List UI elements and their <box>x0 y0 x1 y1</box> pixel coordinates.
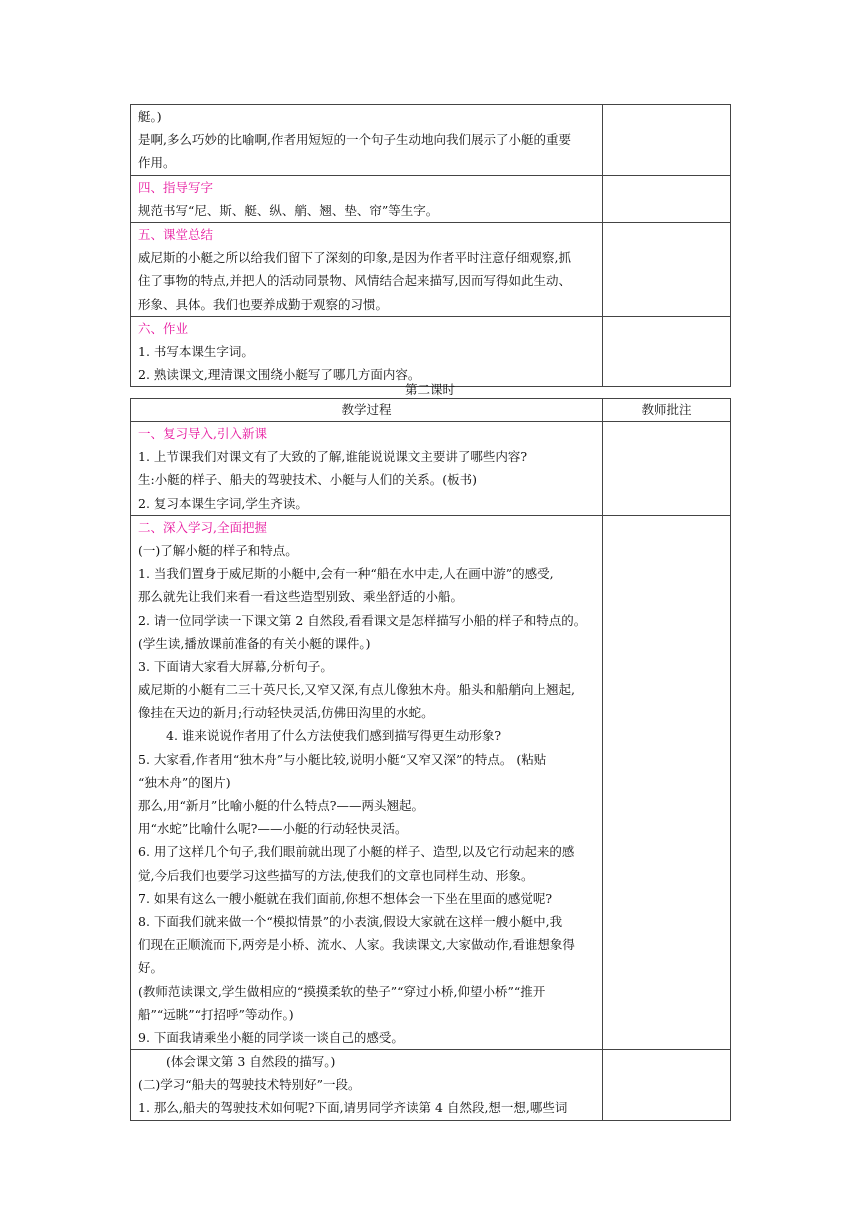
table-row <box>131 1050 731 1121</box>
table-row <box>131 422 731 516</box>
teacher-notes-cell <box>603 316 731 387</box>
text-line: 作用。 <box>138 155 176 171</box>
lesson-table-bottom <box>130 398 731 1121</box>
text-line: 生:小艇的样子、船夫的驾驶技术、小艇与人们的关系。(板书) <box>138 472 477 488</box>
text-line: 威尼斯的小艇之所以给我们留下了深刻的印象,是因为作者平时注意仔细观察,抓 <box>138 250 571 266</box>
text-line: (体会课文第 3 自然段的描写。) <box>166 1054 336 1070</box>
teaching-content-cell <box>131 316 603 387</box>
teacher-notes-cell <box>603 422 731 516</box>
text-line: 住了事物的特点,并把人的活动同景物、风情结合起来描写,因而写得如此生动、 <box>138 273 571 289</box>
teacher-notes-cell <box>603 515 731 1049</box>
table-row <box>131 515 731 1049</box>
text-line: (二)学习“船夫的驾驶技术特别好”一段。 <box>138 1077 361 1093</box>
section-heading: 一、复习导入,引入新课 <box>138 426 267 441</box>
text-line: “独木舟”的图片) <box>138 774 231 790</box>
text-line: 们现在正顺流而下,两旁是小桥、流水、人家。我读课文,大家做动作,看谁想象得 <box>138 937 575 953</box>
text-line: 8. 下面我们就来做一个“模拟情景”的小表演,假设大家就在这样一艘小艇中,我 <box>138 913 563 929</box>
text-line: 规范书写“尼、斯、艇、纵、艄、翘、垫、帘”等生字。 <box>138 202 439 218</box>
text-line: (教师范读课文,学生做相应的“摸摸柔软的垫子”“穿过小桥,仰望小桥”“推开 <box>138 983 546 999</box>
text-line: 2. 请一位同学读一下课文第 2 自然段,看看课文是怎样描写小船的样子和特点的。 <box>138 612 587 628</box>
text-line: 是啊,多么巧妙的比喻啊,作者用短短的一个句子生动地向我们展示了小艇的重要 <box>138 132 571 148</box>
teacher-notes-cell <box>603 175 731 222</box>
text-line: 5. 大家看,作者用“独木舟”与小艇比较,说明小艇“又窄又深”的特点。 (粘贴 <box>138 751 547 767</box>
text-line: 6. 用了这样几个句子,我们眼前就出现了小艇的样子、造型,以及它行动起来的感 <box>138 844 575 860</box>
text-line: 1. 那么,船夫的驾驶技术如何呢?下面,请男同学齐读第 4 自然段,想一想,哪些词 <box>138 1100 568 1116</box>
teacher-notes-cell <box>603 222 731 316</box>
text-line: 2. 熟读课文,理清课文围绕小艇写了哪几方面内容。 <box>138 367 421 383</box>
text-line: 威尼斯的小艇有二三十英尺长,又窄又深,有点儿像独木舟。船头和船艄向上翘起, <box>138 682 575 698</box>
text-line: 4. 谁来说说作者用了什么方法使我们感到描写得更生动形象? <box>166 728 502 744</box>
header-teacher-notes: 教师批注 <box>603 399 731 422</box>
text-line: 觉,今后我们也要学习这些描写的方法,使我们的文章也同样生动、形象。 <box>138 867 534 883</box>
text-line: 9. 下面我请乘坐小艇的同学谈一谈自己的感受。 <box>138 1029 404 1045</box>
text-line: 形象、具体。我们也要养成勤于观察的习惯。 <box>138 296 389 312</box>
text-line: 7. 如果有这么一艘小艇就在我们面前,你想不想体会一下坐在里面的感觉呢? <box>138 890 553 906</box>
text-line: 2. 复习本课生字词,学生齐读。 <box>138 495 308 511</box>
section-heading: 二、深入学习,全面把握 <box>138 519 267 535</box>
teaching-content-cell <box>131 222 603 316</box>
teaching-content-cell <box>131 175 603 222</box>
text-line: 艇。) <box>138 109 162 124</box>
text-line: (一)了解小艇的样子和特点。 <box>138 542 298 558</box>
teaching-content-cell <box>131 422 603 516</box>
text-line: 3. 下面请大家看大屏幕,分析句子。 <box>138 658 333 674</box>
lesson-table-top <box>130 104 731 387</box>
teacher-notes-cell <box>603 1050 731 1121</box>
text-line: 船”“远眺”“打招呼”等动作。) <box>138 1006 294 1022</box>
table-header-row <box>131 399 731 422</box>
teaching-content-cell <box>131 1050 603 1121</box>
table-row <box>131 316 731 387</box>
table-row <box>131 105 731 176</box>
text-line: 那么,用“新月”比喻小艇的什么特点?——两头翘起。 <box>138 798 424 813</box>
second-lesson-title: 第二课时 <box>404 382 455 397</box>
header-teaching-process: 教学过程 <box>131 399 603 422</box>
text-line: 用“水蛇”比喻什么呢?——小艇的行动轻快灵活。 <box>138 821 408 837</box>
text-line: (学生读,播放课前准备的有关小艇的课件。) <box>138 635 371 651</box>
table-row <box>131 222 731 316</box>
text-line: 好。 <box>138 960 164 976</box>
section-heading: 五、课堂总结 <box>138 226 214 242</box>
section-heading: 四、指导写字 <box>138 179 214 195</box>
section-heading: 六、作业 <box>138 320 189 336</box>
teacher-notes-cell <box>603 105 731 176</box>
text-line: 1. 当我们置身于威尼斯的小艇中,会有一种“船在水中走,人在画中游”的感受, <box>138 566 554 582</box>
text-line: 1. 上节课我们对课文有了大致的了解,谁能说说课文主要讲了哪些内容? <box>138 449 528 465</box>
text-line: 那么就先让我们来看一看这些造型别致、乘坐舒适的小船。 <box>138 589 464 605</box>
table-row <box>131 175 731 222</box>
teaching-content-cell <box>131 105 603 176</box>
text-line: 像挂在天边的新月;行动轻快灵活,仿佛田沟里的水蛇。 <box>138 705 434 721</box>
text-line: 1. 书写本课生字词。 <box>138 343 254 359</box>
teaching-content-cell <box>131 515 603 1049</box>
